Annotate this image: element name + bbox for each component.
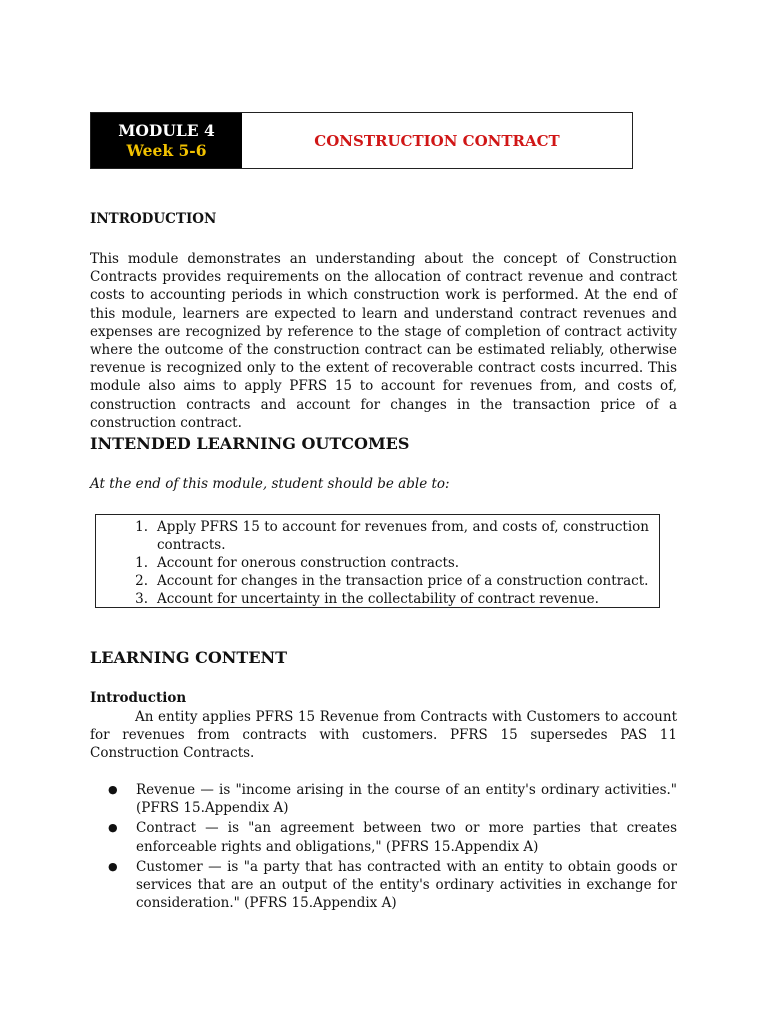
definition-text: Contract — is "an agreement between two or more parties that creates enforceable rights and obligations," (PFRS 15.Appendix A) [136,820,677,855]
outcome-number: 1. [135,519,148,535]
bullet-dot-icon: ● [108,783,118,796]
learning-content-paragraph: An entity applies PFRS 15 Revenue from Contracts with Customers to account for revenues from contracts with customers. PFRS 15 supersedes PAS 11 Construction Contracts. [90,709,677,762]
introduction-paragraph: This module demonstrates an understanding about the concept of Construction Contracts provides requirements on the allocation of contract revenue and contract costs to accounting periods in which construction work is performed. At the end of this module, learners are expected to learn and understand contract revenues and expenses are recognized by reference to the stage of completion of contract activity where the outcome of the construction contract can be estimated reliably, otherwise revenue is recognized only to the extent of recoverable contract costs incurred. This module also aims to apply PFRS 15 to account for revenues from, and costs of, construction contracts and account for changes in the transaction price of a construction contract. [90,251,677,431]
list-item [108,858,677,913]
module-title: CONSTRUCTION CONTRACT [314,131,560,150]
definition-text: Revenue — is "income arising in the course of an entity's ordinary activities." (PFRS 15.Appendix A) [136,782,677,817]
outcome-item [104,572,649,590]
definition-list [108,781,677,914]
outcome-number: 3. [135,591,148,607]
module-label-block [91,113,242,168]
outcomes-lead: At the end of this module, student should be able to: [90,476,450,492]
module-header-box [90,112,633,169]
outcome-number: 2. [135,573,148,589]
outcome-text: Account for uncertainty in the collectability of contract revenue. [157,591,599,607]
learning-content-subheading: Introduction [90,690,187,706]
outcomes-heading: INTENDED LEARNING OUTCOMES [90,434,410,453]
outcome-item [104,518,649,554]
outcome-number: 1. [135,555,148,571]
module-number: MODULE 4 [118,120,215,140]
outcome-item [104,590,649,608]
bullet-dot-icon: ● [108,859,118,873]
introduction-heading: INTRODUCTION [90,211,217,227]
outcome-text: Account for changes in the transaction price of a construction contract. [157,573,649,589]
module-week: Week 5-6 [126,140,207,160]
learning-content-heading: LEARNING CONTENT [90,648,288,667]
outcome-text: Apply PFRS 15 to account for revenues from, and costs of, construction contracts. [157,519,649,553]
outcomes-box [95,514,660,608]
definition-text: Customer — is "a party that has contracted with an entity to obtain goods or services that are an output of the entity's ordinary activities in exchange for consideration." (PFRS 15.Appendix A) [136,858,677,912]
outcome-text: Account for onerous construction contracts. [157,555,460,571]
outcome-item [104,554,649,572]
list-item [108,781,677,817]
bullet-dot-icon: ● [108,821,118,835]
list-item [108,819,677,855]
